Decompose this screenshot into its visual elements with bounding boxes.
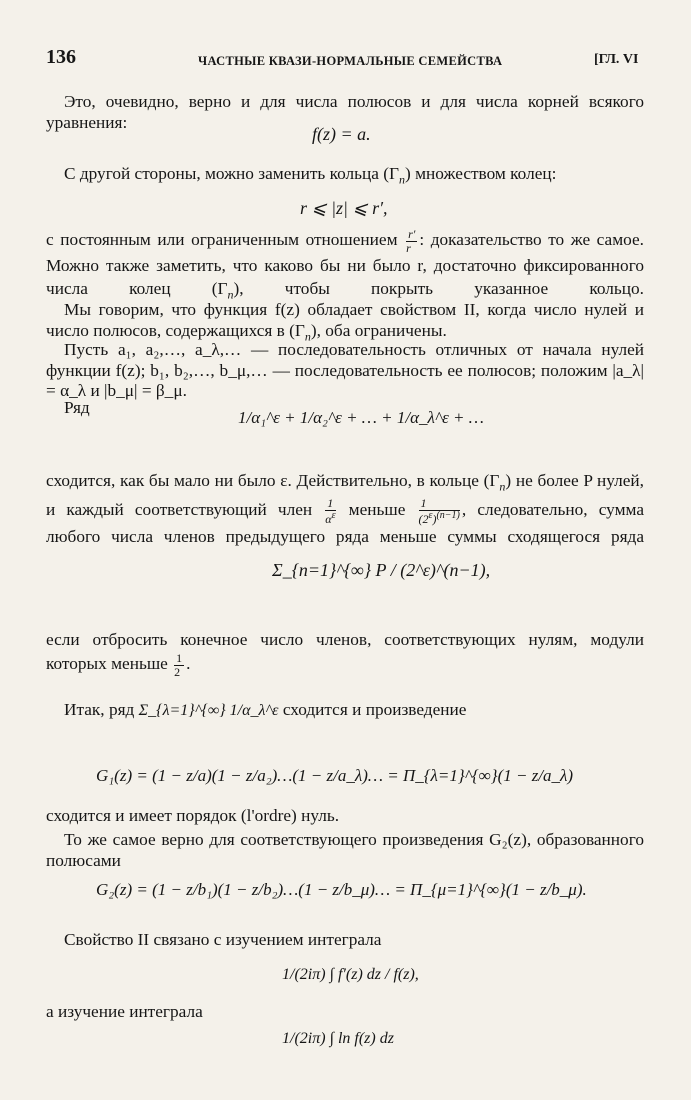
paragraph-11: То же самое верно для соответствующего произведения G₂(z), образованного полюсами [46, 830, 644, 870]
formula-geometric-sum: Σ_{n=1}^{∞} P / (2^ε)^(n−1), [272, 560, 491, 580]
paragraph-5: Пусть a₁, a₂,…, a_λ,… — последовательность отличных от начала нулей функции f(z); b₁, b₂,…, b_μ,… — последовательность ее полюсов; положим |a_λ| = α_λ и |b_μ| = β_μ. [46, 340, 644, 400]
formula-product-g1: G₁(z) = (1 − z/a)(1 − z/a₂)…(1 − z/a_λ)… = Π_{λ=1}^{∞}(1 − z/a_λ) [96, 766, 574, 785]
paragraph-1: Это, очевидно, верно и для числа полюсов и для числа корней всякого уравнения: [46, 92, 644, 132]
paragraph-4-text: Мы говорим, что функция f(z) обладает свойством II, когда число нулей и число полюсов, содержащихся в (Γ [46, 300, 644, 340]
paragraph-3: с постоянным или ограниченным отношением $\frac{r'}{r}$ : доказательство то же самое. Можно также заметить, что каково бы ни было r, достаточно фиксированного числа колец $(\Gamma_n)$, чтобы покрыть указанное кольцо. [46, 227, 644, 302]
paragraph-3-text-end: ), чтобы покрыть указанное кольцо. [233, 279, 644, 299]
paragraph-4-text-end: ), оба ограничены. [310, 320, 447, 340]
formula-product-g2: G₂(z) = (1 − z/b₁)(1 − z/b₂)…(1 − z/b_μ)… = Π_{μ=1}^{∞}(1 − z/b_μ). [96, 880, 587, 899]
one-half-fraction: $\frac{1}{2}$ [174, 651, 183, 679]
bound-fraction: $\frac{1}{(2^\varepsilon)^{(n-1)}}$ [418, 496, 460, 527]
formula-f-equals-a: f(z) = a. [312, 124, 371, 144]
paragraph-2-text: С другой стороны, можно заменить кольца (Γ [64, 164, 400, 183]
paragraph-8: если отбросить конечное число членов, соответствующих нулям, модули которых меньше $\frac{1}{2}$ . [46, 630, 644, 679]
ratio-fraction: $\frac{r'}{r}$ [406, 227, 416, 255]
term-fraction: $\frac{1}{\alpha^\varepsilon}$ [325, 496, 336, 527]
formula-sum-inline: Σ_{λ=1}^{∞} 1/α_λ^ε [138, 702, 279, 719]
paragraph-10: сходится и имеет порядок (l'ordre) нуль. [46, 806, 340, 825]
formula-log-integral: 1/(2iπ) ∫ ln f(z) dz [282, 1030, 394, 1047]
paragraph-7: сходится, как бы мало ни было ε. Действительно, в кольце $(\Gamma_n)$ не более P нулей, и каждый соответствующий член $\frac{1}{\alpha^\varepsilon}$ меньше $\frac{1}{(2^\varepsilon)^{(n-1)}}$ , следовательно, сумма любого числа членов предыдущего ряда меньше суммы сходящегося ряда [46, 471, 644, 546]
page-number: 136 [46, 46, 76, 68]
paragraph-7-text-mid2: меньше [348, 500, 406, 520]
chapter-label: [ГЛ. VI [594, 52, 639, 67]
paragraph-9-text-end: сходится и произведение [282, 700, 467, 719]
paragraph-3-text: с постоянным или ограниченным отношением [46, 230, 398, 250]
paragraph-6: Ряд [64, 398, 90, 417]
paragraph-12: Свойство II связано с изучением интеграла [64, 930, 382, 949]
paragraph-8-text: если отбросить конечное число членов, соответствующих нулям, модули которых меньше [46, 630, 644, 674]
formula-ring: r ⩽ |z| ⩽ r′, [300, 198, 388, 218]
paragraph-7-text: сходится, как бы мало ни было ε. Действительно, в кольце (Γ [46, 471, 500, 490]
paragraph-3-text-mid: : доказательство то же самое. Можно также заметить, что каково бы ни было r, достаточно фиксированного числа колец (Γ [46, 230, 644, 299]
paragraph-7-text-mid: ) не более P нулей, и каждый соответствующий член [46, 471, 644, 520]
paragraph-9-text: Итак, ряд [64, 700, 135, 719]
formula-log-derivative-integral: 1/(2iπ) ∫ f′(z) dz / f(z), [282, 966, 419, 983]
paragraph-2-text-end: ) множеством колец: [405, 164, 557, 183]
paragraph-2: С другой стороны, можно заменить кольца $(\Gamma_n)$ множеством колец: [64, 164, 557, 187]
paragraph-7-text-end: , следовательно, сумма любого числа членов предыдущего ряда меньше суммы сходящегося ряда [46, 500, 644, 546]
paragraph-4: Мы говорим, что функция f(z) обладает свойством II, когда число нулей и число полюсов, содержащихся в $(\Gamma_n)$, оба ограничены. [46, 300, 644, 343]
paragraph-9 [46, 700, 644, 722]
formula-series: 1/α₁^ε + 1/α₂^ε + … + 1/α_λ^ε + … [238, 408, 484, 427]
running-head: ЧАСТНЫЕ КВАЗИ-НОРМАЛЬНЫЕ СЕМЕЙСТВА [198, 54, 503, 68]
paragraph-13: а изучение интеграла [46, 1002, 203, 1021]
